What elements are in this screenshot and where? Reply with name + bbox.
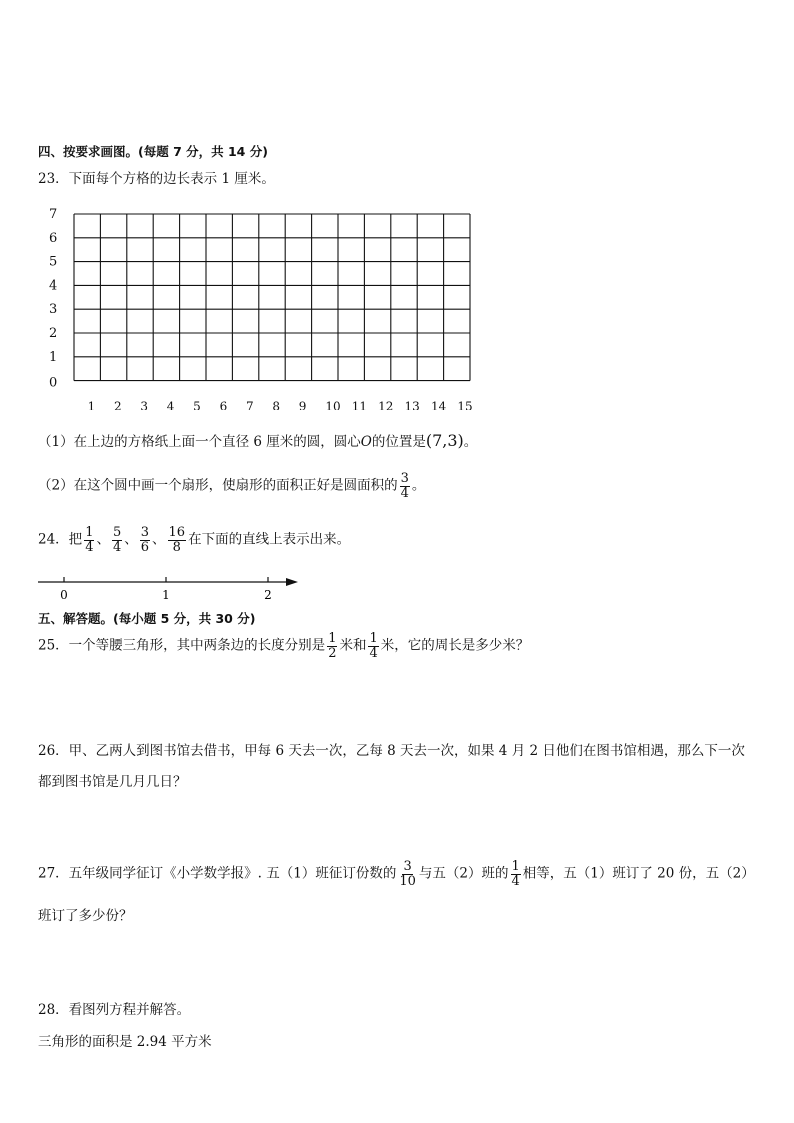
part-1-text: （1）在上边的方格纸上面一个直径 6 厘米的圆，圆心 — [38, 434, 361, 450]
fraction-1-4 — [368, 632, 378, 660]
x-axis-label: 5 — [193, 399, 201, 410]
part-2-end: 。 — [411, 477, 426, 494]
x-axis-label: 6 — [219, 399, 228, 410]
x-axis-label: 15 — [457, 399, 473, 410]
question-23-part-2 — [38, 472, 425, 500]
tick-label-1: 1 — [162, 588, 170, 602]
fraction-5-4 — [112, 526, 122, 554]
frac-numerator: 16 — [168, 525, 186, 540]
x-axis-label: 8 — [272, 399, 281, 410]
question-23-stem: 23．下面每个方格的边长表示 1 厘米。 — [38, 171, 275, 187]
separator: 、 — [152, 531, 166, 548]
frac-numerator: 1 — [85, 525, 94, 540]
x-axis-label: 13 — [404, 399, 420, 410]
fraction-16-8 — [168, 526, 187, 554]
x-axis-label: 10 — [325, 399, 341, 410]
frac-numerator: 3 — [140, 525, 150, 540]
x-axis-label: 3 — [140, 399, 149, 410]
coordinate-grid — [40, 200, 490, 410]
tick-label-0: 0 — [60, 588, 68, 602]
frac-numerator: 3 — [400, 471, 409, 486]
frac-denominator: 2 — [328, 645, 337, 661]
question-26-line-1: 26．甲、乙两人到图书馆去借书，甲每 6 天去一次，乙每 8 天去一次，如果 4 月 2 日他们在图书馆相遇，那么下一次 — [38, 743, 745, 759]
y-axis-label: 1 — [49, 349, 58, 365]
y-axis-label: 6 — [49, 230, 58, 246]
q27-text-c: 相等，五（1）班订了 20 份，五（2） — [522, 865, 755, 882]
number-line-arrow-icon — [286, 578, 298, 586]
center-label-o: O — [360, 434, 372, 450]
frac-denominator: 4 — [400, 485, 409, 501]
y-axis-label: 0 — [49, 375, 58, 391]
question-25 — [38, 632, 529, 660]
question-27-line-1 — [38, 860, 755, 888]
number-line — [36, 570, 306, 606]
frac-denominator: 10 — [399, 873, 416, 889]
frac-numerator: 1 — [328, 631, 337, 646]
frac-denominator: 4 — [369, 645, 378, 661]
q27-text-a: 27．五年级同学征订《小学数学报》. 五（1）班征订份数的 — [38, 865, 397, 882]
x-axis-label: 2 — [113, 399, 122, 410]
fraction-3-6 — [140, 526, 150, 554]
separator: 、 — [96, 531, 110, 548]
q27-text-b: 与五（2）班的 — [418, 865, 509, 882]
separator: 、 — [124, 531, 138, 548]
part-1-end: 。 — [463, 434, 478, 450]
section-5-heading: 五、解答题。(每小题 5 分，共 30 分) — [38, 611, 256, 626]
x-axis-label: 14 — [430, 399, 447, 410]
fraction-1-4 — [511, 860, 521, 888]
frac-denominator: 8 — [172, 539, 181, 555]
x-axis-label: 11 — [351, 399, 368, 410]
q24-prefix: 24．把 — [38, 531, 83, 548]
question-27-line-2: 班订了多少份？ — [38, 908, 133, 924]
x-axis-label: 12 — [378, 399, 394, 410]
q24-suffix: 在下面的直线上表示出来。 — [188, 531, 351, 548]
section-4-heading: 四、按要求画图。(每题 7 分，共 14 分) — [38, 144, 268, 159]
x-axis-label: 9 — [298, 399, 307, 410]
question-28-line-2: 三角形的面积是 2.94 平方米 — [38, 1034, 212, 1050]
x-axis-label: 1 — [87, 399, 96, 410]
y-axis-label: 3 — [49, 302, 58, 318]
center-coordinate: (7,3) — [425, 431, 464, 450]
y-axis-label: 5 — [49, 254, 58, 270]
frac-numerator: 5 — [112, 525, 122, 540]
frac-numerator: 3 — [403, 859, 412, 874]
fraction-3-10 — [398, 860, 417, 888]
fraction-three-quarters — [400, 472, 410, 500]
question-26-line-2: 都到图书馆是几月几日？ — [38, 774, 187, 790]
frac-denominator: 4 — [85, 539, 94, 555]
part-1-text-b: 的位置是 — [371, 434, 426, 450]
question-28-stem: 28．看图列方程并解答。 — [38, 1002, 191, 1018]
y-axis-label: 2 — [49, 326, 58, 341]
question-23-part-1 — [38, 430, 477, 450]
x-axis-label: 7 — [245, 399, 254, 410]
y-axis-label: 7 — [49, 207, 58, 222]
fraction-1-4 — [84, 526, 94, 554]
frac-numerator: 1 — [511, 859, 520, 874]
fraction-1-2 — [327, 632, 337, 660]
frac-numerator: 1 — [369, 631, 378, 646]
question-24 — [38, 526, 350, 554]
part-2-text: （2）在这个圆中画一个扇形，使扇形的面积正好是圆面积的 — [38, 477, 398, 494]
tick-label-2: 2 — [264, 588, 272, 602]
frac-denominator: 6 — [140, 539, 150, 555]
frac-denominator: 4 — [511, 873, 520, 889]
frac-denominator: 4 — [112, 539, 122, 555]
x-axis-label: 4 — [166, 399, 175, 410]
q25-text-a: 25．一个等腰三角形，其中两条边的长度分别是 — [38, 637, 326, 654]
q25-text-c: 米，它的周长是多少米？ — [380, 637, 530, 654]
q25-text-b: 米和 — [339, 637, 367, 654]
y-axis-label: 4 — [49, 278, 58, 294]
